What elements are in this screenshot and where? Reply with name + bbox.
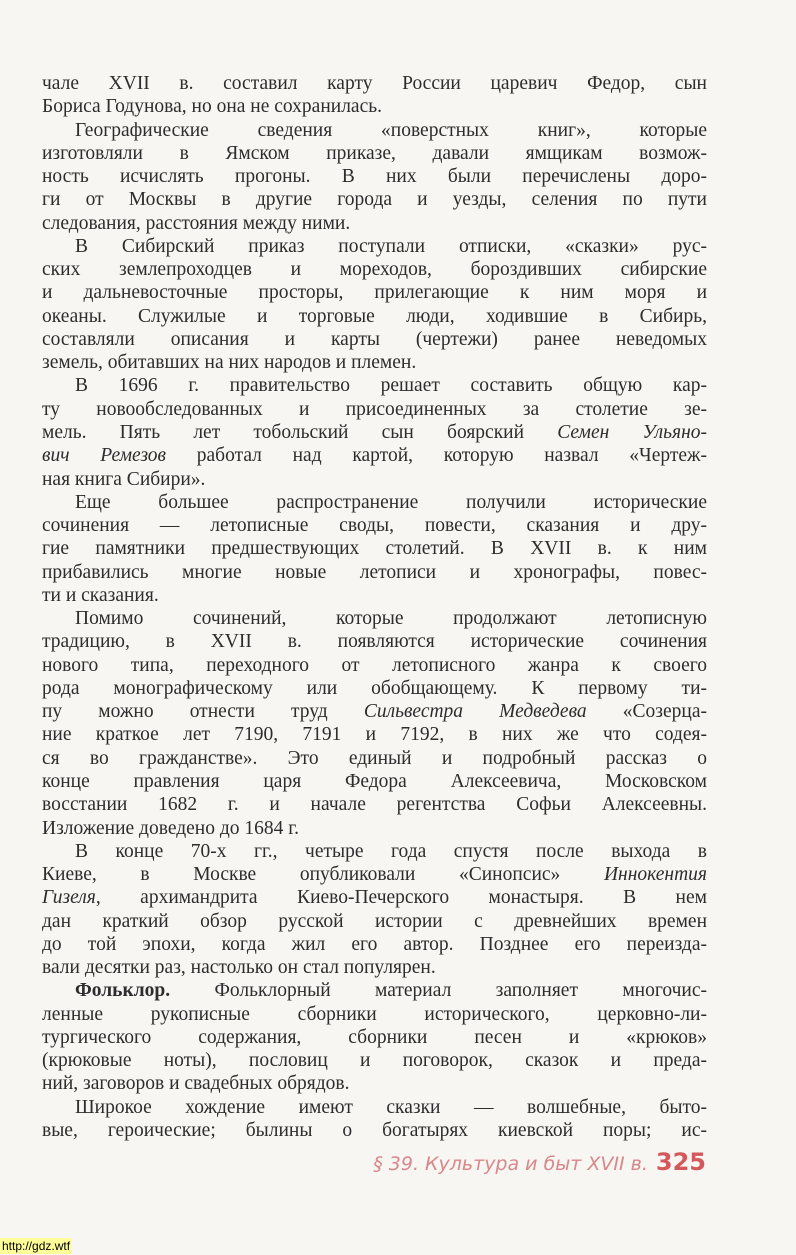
text-line (42, 910, 707, 933)
text-run: Географические сведения «поверстных книг», которые (75, 119, 707, 141)
text-run: ная книга Сибири». (42, 468, 206, 490)
text-line (42, 840, 707, 863)
text-line (42, 863, 707, 886)
text-line (42, 723, 707, 746)
text-run: вали десятки раз, настолько он стал популярен. (42, 957, 436, 979)
text-line (42, 328, 707, 351)
text-run: следования, расстояния между ними. (42, 212, 351, 234)
text-line (42, 956, 707, 979)
text-run: Фольклорный материал заполняет многочис- (170, 980, 707, 1002)
text-run: ние краткое лет 7190, 7191 и 7192, в них же что содея- (42, 724, 707, 746)
watermark-link[interactable]: http://gdz.wtf (2, 1239, 71, 1253)
text-line (42, 258, 707, 281)
text-run: Бориса Годунова, но она не сохранилась. (42, 96, 383, 118)
text-run: тургического содержания, сборники песен и «крюков» (42, 1026, 707, 1048)
text-line (42, 793, 707, 816)
text-run: ских землепроходцев и мореходов, бороздивших сибирские (42, 259, 707, 281)
text-line (42, 95, 707, 118)
text-line (42, 514, 707, 537)
text-run: (крюковые ноты), пословиц и поговорок, сказок и преда- (42, 1050, 707, 1072)
text-line (42, 119, 707, 142)
text-line (42, 537, 707, 560)
text-line (42, 142, 707, 165)
text-run: ги от Москвы в другие города и уезды, селения по пути (42, 189, 707, 211)
text-line (42, 1072, 707, 1095)
text-run: составляли описания и карты (чертежи) ранее неведомых (42, 328, 707, 350)
text-run: и дальневосточные просторы, прилегающие к ним моря и (42, 282, 707, 304)
italic-name: вич Ремезов (42, 445, 167, 467)
text-run: ту новообследованных и присоединенных за столетие зе- (42, 398, 707, 420)
text-run: Широкое хождение имеют сказки — волшебные, быто- (75, 1096, 707, 1118)
bold-heading: Фольклор. (75, 980, 171, 1002)
text-run: конце правления царя Федора Алексеевича, Московском (42, 770, 707, 792)
text-run: В 1696 г. правительство решает составить общую кар- (75, 375, 707, 397)
text-line (42, 491, 707, 514)
text-run: Помимо сочинений, которые продолжают летописную (75, 608, 707, 630)
page-body-text (42, 72, 707, 1142)
running-footer (373, 1148, 706, 1176)
text-line (42, 1119, 707, 1142)
text-run: Еще большее распространение получили исторические (75, 491, 707, 513)
text-line (42, 444, 707, 467)
text-line (42, 817, 707, 840)
text-run: традицию, в XVII в. появляются исторические сочинения (42, 631, 707, 653)
text-line (42, 1096, 707, 1119)
text-line (42, 351, 707, 374)
text-line (42, 700, 707, 723)
italic-name: Сильвестра Медведева (363, 701, 587, 723)
italic-name: Семен Ульяно- (557, 421, 707, 443)
text-run: земель, обитавших на них народов и племен. (42, 352, 417, 374)
section-title: § 39. Культура и быт XVII в. (373, 1153, 648, 1175)
page-number: 325 (655, 1148, 706, 1176)
text-run: пу можно отнести труд (42, 701, 364, 723)
text-run: до той эпохи, когда жил его автор. Позднее его переизда- (42, 933, 707, 955)
text-line (42, 281, 707, 304)
text-line (42, 630, 707, 653)
text-run: нового типа, переходного от летописного жанра к своего (42, 654, 707, 676)
text-run: прибавились многие новые летописи и хронографы, повес- (42, 561, 707, 583)
text-run: изготовляли в Ямском приказе, давали ямщикам возмож- (42, 142, 707, 164)
text-line (42, 747, 707, 770)
text-line (42, 188, 707, 211)
text-run: восстании 1682 г. и начале регентства Софьи Алексеевны. (42, 794, 707, 816)
text-line (42, 770, 707, 793)
text-run: В Сибирский приказ поступали отписки, «сказки» рус- (75, 235, 707, 257)
text-run: ся во гражданстве». Это единый и подробный рассказ о (42, 747, 707, 769)
italic-name: Иннокентия (603, 864, 707, 886)
text-run: ти и сказания. (42, 584, 159, 606)
text-run: рода монографическому или обобщающему. К первому ти- (42, 677, 707, 699)
text-line (42, 468, 707, 491)
text-run: «Созерца- (586, 701, 707, 723)
text-run: чале XVII в. составил карту России царевич Федор, сын (42, 73, 707, 94)
text-run: ний, заговоров и свадебных обрядов. (42, 1073, 350, 1095)
text-run: ленные рукописные сборники исторического, церковно-ли- (42, 1003, 707, 1025)
text-line (42, 1003, 707, 1026)
text-line (42, 398, 707, 421)
text-line (42, 1049, 707, 1072)
text-run: , архимандрита Киево-Печерского монастыря. В нем (95, 887, 707, 909)
text-run: ность исчислять прогоны. В них были перечислены доро- (42, 166, 707, 188)
text-run: гие памятники предшествующих столетий. В XVII в. к ним (42, 538, 707, 560)
text-run: Киеве, в Москве опубликовали «Синопсис» (42, 864, 604, 886)
text-run: сочинения — летописные своды, повести, сказания и дру- (42, 515, 707, 537)
text-run: В конце 70-х гг., четыре года спустя после выхода в (75, 840, 707, 862)
text-run: Изложение доведено до 1684 г. (42, 817, 299, 839)
text-line (42, 979, 707, 1002)
text-line (42, 933, 707, 956)
text-line (42, 607, 707, 630)
text-line (42, 235, 707, 258)
italic-name: Гизеля (42, 887, 96, 909)
text-run: мель. Пять лет тобольский сын боярский (42, 421, 558, 443)
text-run: дан краткий обзор русской истории с древнейших времен (42, 910, 707, 932)
text-run: вые, героические; былины о богатырях киевской поры; ис- (42, 1119, 707, 1141)
text-line (42, 886, 707, 909)
text-line (42, 305, 707, 328)
text-line (42, 677, 707, 700)
text-run: океаны. Служилые и торговые люди, ходившие в Сибирь, (42, 305, 707, 327)
text-line (42, 584, 707, 607)
text-line (42, 421, 707, 444)
text-line (42, 374, 707, 397)
text-line (42, 165, 707, 188)
text-line (42, 1026, 707, 1049)
text-line (42, 72, 707, 95)
text-run: работал над картой, которую назвал «Чертеж- (166, 445, 707, 467)
text-line (42, 654, 707, 677)
text-line (42, 561, 707, 584)
text-line (42, 212, 707, 235)
